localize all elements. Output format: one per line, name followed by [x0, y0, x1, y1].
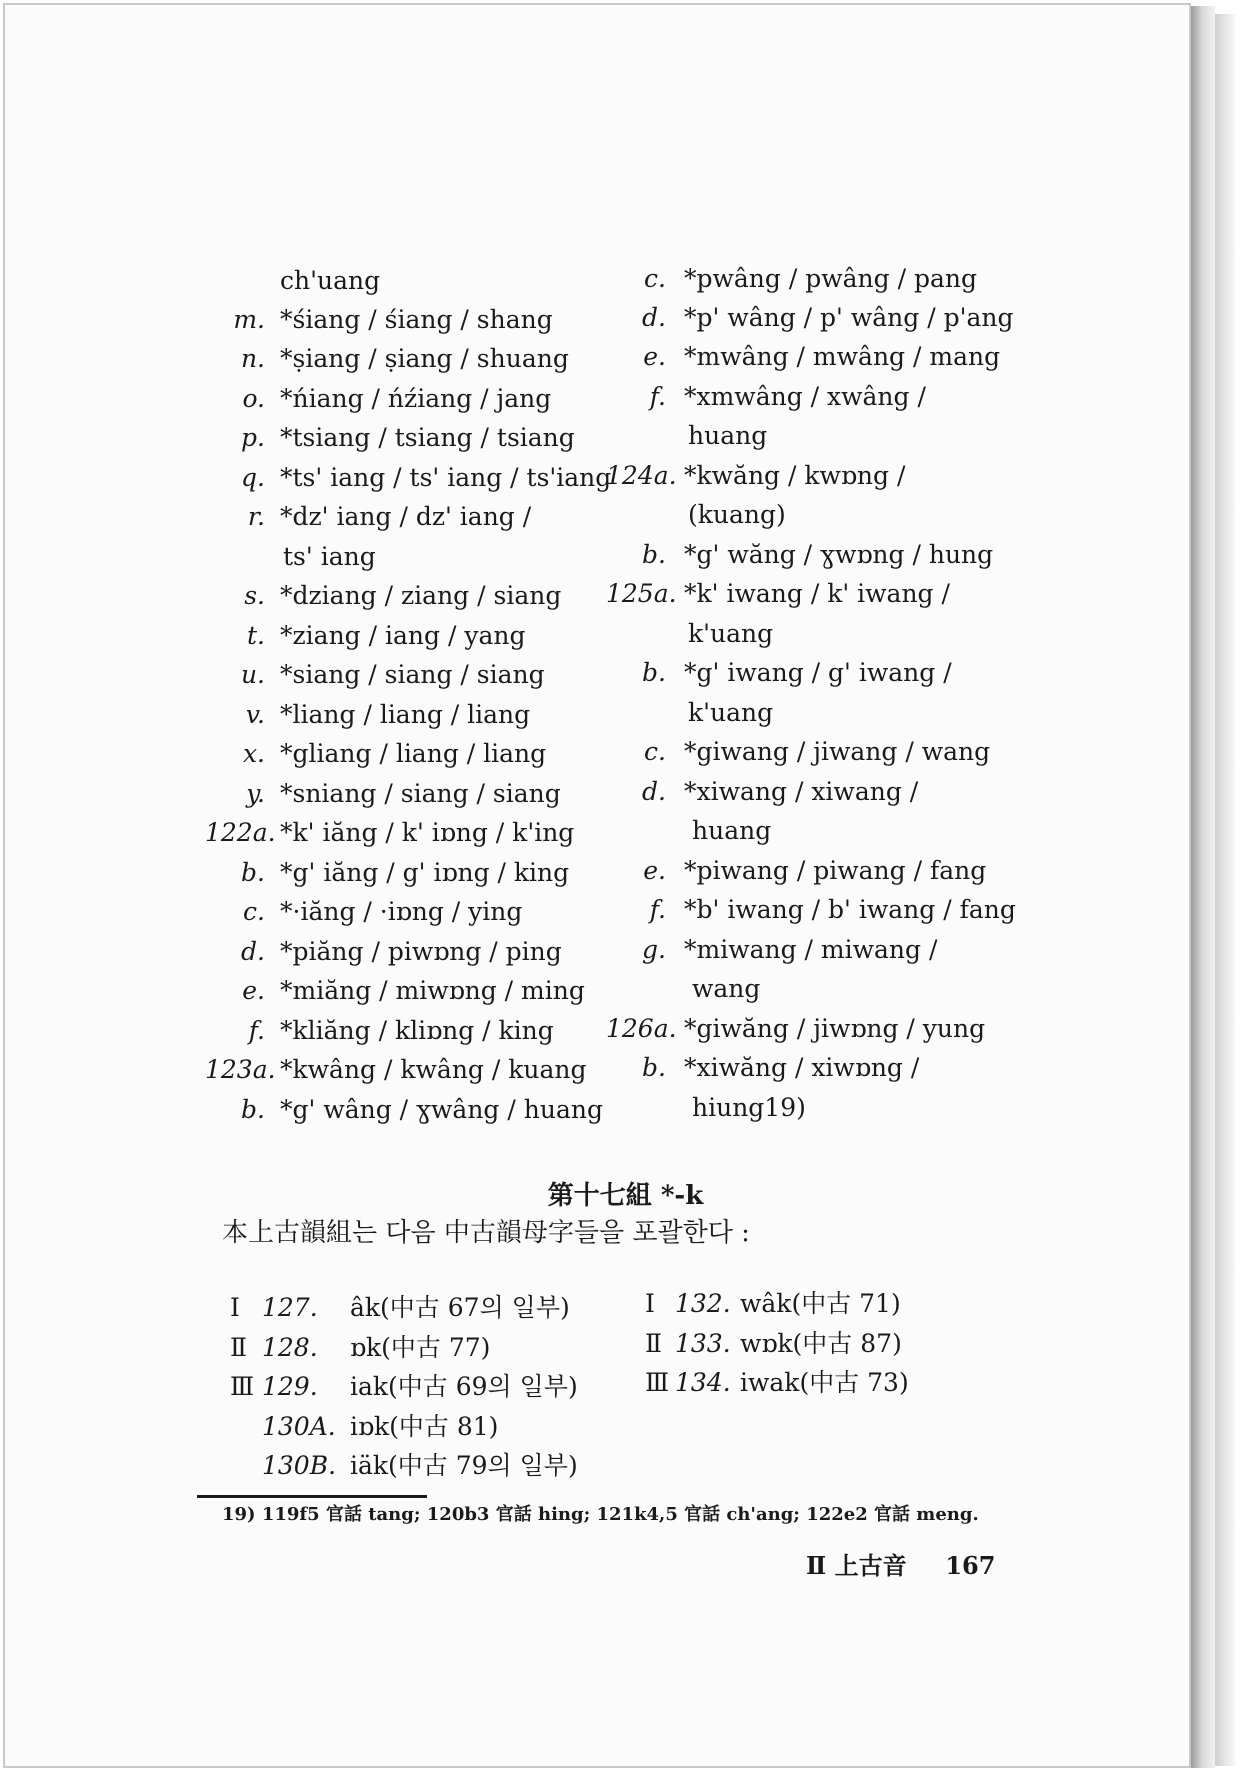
entry-label: 124a. [606, 461, 677, 490]
entry-label: 122a. [205, 818, 276, 847]
entry-text: *g' wâng / ɣwâng / huang [280, 1095, 603, 1124]
final-number: 129. [262, 1372, 318, 1401]
entry-text: *xmwâng / xwâng / [684, 382, 926, 411]
page-folio [806, 1546, 995, 1581]
page-number: 167 [945, 1551, 996, 1580]
entry-text: ts' iang [283, 542, 376, 571]
entry-label: q. [241, 463, 265, 492]
entry-text: *śiang / śiang / shang [280, 305, 553, 334]
final-text: iak(中古 69의 일부) [350, 1372, 578, 1401]
entry-text: *kwâng / kwâng / kuang [280, 1055, 587, 1084]
final-text: iwak(中古 73) [740, 1368, 909, 1397]
entry-label: f. [248, 1016, 265, 1045]
final-number: 130B. [262, 1451, 337, 1480]
entry-text: *mwâng / mwâng / mang [684, 342, 1001, 371]
entry-text: *miwang / miwang / [684, 935, 938, 964]
entry-text: *xiwăng / xiwɒng / [684, 1053, 920, 1082]
entry-label: 125a. [606, 579, 677, 608]
entry-label: m. [233, 305, 265, 334]
division-label: Ⅲ [645, 1368, 670, 1397]
entry-text: *b' iwang / b' iwang / fang [684, 895, 1016, 924]
final-text: wɒk(中古 87) [740, 1329, 902, 1358]
entry-text: k'uang [688, 698, 774, 727]
entry-label: e. [242, 976, 265, 1005]
entry-label: f. [649, 382, 666, 411]
entry-text: *piăng / piwɒng / ping [280, 937, 562, 966]
entry-text: *kliăng / kliɒng / king [280, 1016, 554, 1045]
division-label: Ⅰ [645, 1289, 655, 1318]
entry-label: 123a. [205, 1055, 276, 1084]
entry-label: e. [643, 342, 666, 371]
entry-label: d. [642, 303, 666, 332]
entry-text: *g' iăng / g' iɒng / king [280, 858, 570, 887]
division-label: Ⅱ [230, 1333, 247, 1362]
division-label: Ⅱ [645, 1329, 662, 1358]
running-head: Ⅱ 上古音 [806, 1551, 907, 1580]
entry-label: s. [244, 581, 265, 610]
final-number: 130A. [262, 1412, 336, 1441]
final-text: iɒk(中古 81) [350, 1412, 499, 1441]
entry-text: *pwâng / pwâng / pang [684, 264, 977, 293]
entry-text: *liang / liang / liang [280, 700, 531, 729]
final-number: 128. [262, 1333, 318, 1362]
entry-label: y. [246, 779, 265, 808]
entry-label: d. [642, 777, 666, 806]
entry-text: *kwăng / kwɒng / [684, 461, 906, 490]
final-text: âk(中古 67의 일부) [350, 1293, 570, 1322]
entry-label: p. [241, 423, 265, 452]
page-edge-back [1215, 14, 1235, 1766]
section-heading: 第十七組 *-k [547, 1181, 704, 1211]
entry-label: x. [242, 739, 265, 768]
final-text: ɒk(中古 77) [350, 1333, 491, 1362]
entry-text: *ziang / iang / yang [280, 621, 526, 650]
entry-text: *gliang / liang / liang [280, 739, 547, 768]
entry-text: k'uang [688, 619, 774, 648]
entry-label: c. [243, 897, 265, 926]
division-label: Ⅰ [230, 1293, 240, 1322]
entry-text: *giwăng / jiwɒng / yung [684, 1014, 986, 1043]
entry-label: r. [247, 502, 265, 531]
entry-text: *ṣiang / ṣiang / shuang [280, 344, 569, 373]
final-number: 127. [262, 1293, 318, 1322]
entry-text: *xiwang / xiwang / [684, 777, 919, 806]
entry-text: huang [688, 421, 768, 450]
final-number: 134. [675, 1368, 731, 1397]
entry-label: b. [241, 1095, 265, 1124]
entry-label: t. [247, 621, 265, 650]
entry-text: *k' iăng / k' iɒng / k'ing [280, 818, 575, 847]
entry-text: *dz' iang / dz' iang / [280, 502, 532, 531]
entry-label: b. [241, 858, 265, 887]
final-text: iäk(中古 79의 일부) [350, 1451, 578, 1480]
entry-label: v. [245, 700, 265, 729]
entry-text: huang [692, 816, 772, 845]
final-number: 133. [675, 1329, 731, 1358]
entry-text: *ts' iang / ts' iang / ts'iang [280, 463, 612, 492]
entry-label: c. [644, 264, 666, 293]
entry-text: *g' wăng / ɣwɒng / hung [684, 540, 994, 569]
entry-text: *tsiang / tsiang / tsiang [280, 423, 575, 452]
entry-label: o. [242, 384, 265, 413]
entry-label: n. [240, 344, 265, 373]
entry-text: *·iăng / ·iɒng / ying [280, 897, 523, 926]
entry-text: *siang / siang / siang [280, 660, 545, 689]
entry-label: b. [642, 1053, 666, 1082]
entry-text: hiung19) [692, 1093, 806, 1122]
entry-label: b. [642, 658, 666, 687]
entry-text: *sniang / siang / siang [280, 779, 561, 808]
entry-label: 126a. [606, 1014, 677, 1043]
entry-text: *giwang / jiwang / wang [684, 737, 991, 766]
entry-label: b. [642, 540, 666, 569]
entry-text: *dziang / ziang / siang [280, 581, 562, 610]
entry-text: wang [692, 974, 761, 1003]
final-text: wâk(中古 71) [740, 1289, 901, 1318]
entry-label: f. [649, 895, 666, 924]
entry-label: c. [644, 737, 666, 766]
entry-text: *g' iwang / g' iwang / [684, 658, 952, 687]
entry-label: g. [642, 935, 666, 964]
entry-label: e. [643, 856, 666, 885]
entry-text: *ńiang / ńźiang / jang [280, 384, 552, 413]
final-number: 132. [675, 1289, 731, 1318]
entry-text: (kuang) [688, 500, 786, 529]
entry-text: ch'uang [280, 266, 381, 295]
division-label: Ⅲ [230, 1372, 255, 1401]
entry-text: *piwang / piwang / fang [684, 856, 987, 885]
entry-text: *p' wâng / p' wâng / p'ang [684, 303, 1014, 332]
entry-label: u. [240, 660, 265, 689]
entry-text: *k' iwang / k' iwang / [684, 579, 950, 608]
footnote-rule [197, 1495, 427, 1498]
entry-text: *miăng / miwɒng / ming [280, 976, 585, 1005]
page-edge [1191, 6, 1215, 1768]
entry-label: d. [241, 937, 265, 966]
footnote: 19) 119f5 官話 tang; 120b3 官話 hing; 121k4,5 官話 ch'ang; 122e2 官話 meng. [222, 1504, 979, 1525]
intro-text: 本上古韻組는 다음 中古韻母字들을 포괄한다 : [222, 1218, 750, 1248]
